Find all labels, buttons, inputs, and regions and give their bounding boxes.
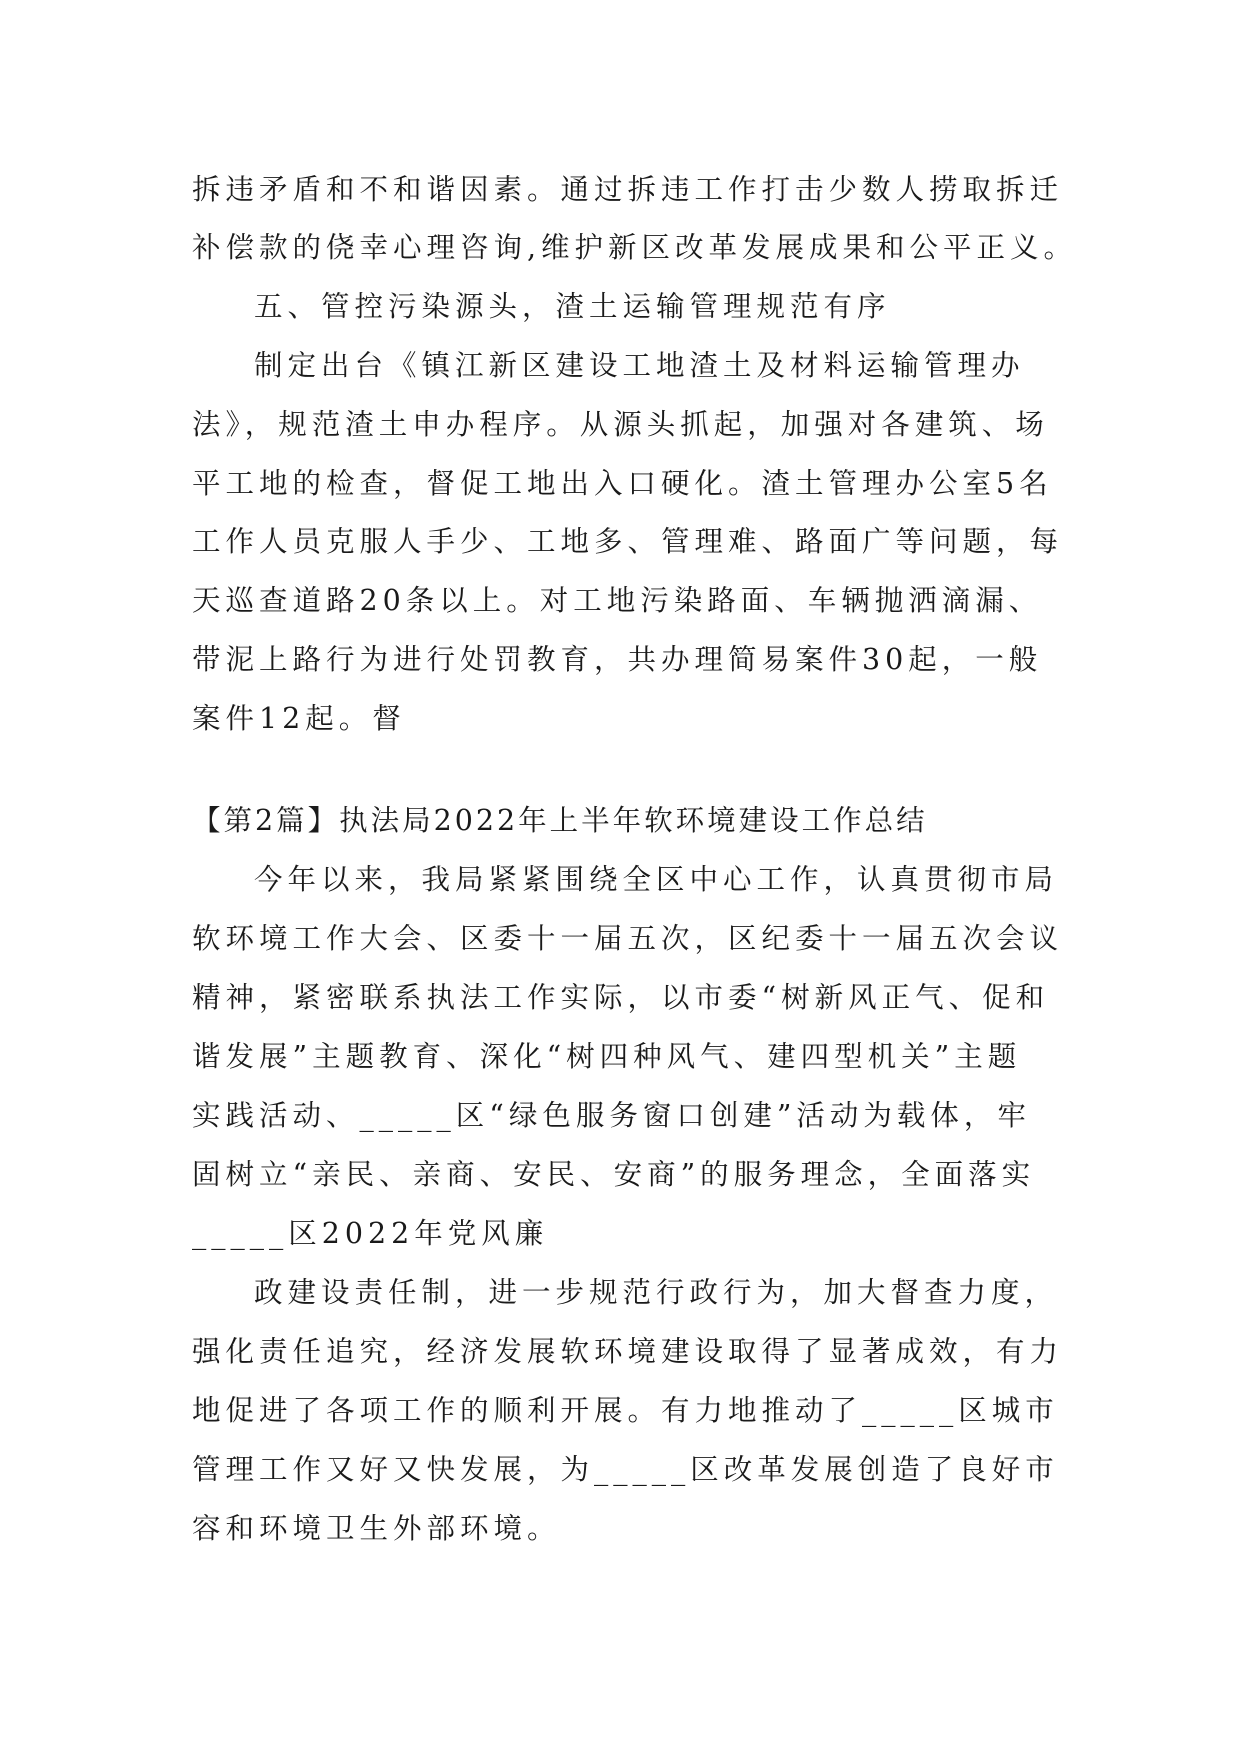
paragraph-line: 带泥上路行为进行处罚教育，共办理简易案件30起，一般 [192,643,1043,676]
paragraph-line: 平工地的检查，督促工地出入口硬化。渣土管理办公室5名 [192,467,1053,500]
paragraph-line: 实践活动、_____区“绿色服务窗口创建”活动为载体，牢 [192,1099,1031,1132]
paragraph-line: 管理工作又好又快发展，为_____区改革发展创造了良好市 [192,1453,1059,1486]
paragraph-line: 谐发展”主题教育、深化“树四种风气、建四型机关”主题 [192,1040,1022,1073]
paragraph-line: 强化责任追究，经济发展软环境建设取得了显著成效，有力 [192,1335,1064,1368]
paragraph-line: 软环境工作大会、区委十一届五次，区纪委十一届五次会议 [192,922,1064,955]
section-heading: 五、管控污染源头，渣土运输管理规范有序 [254,290,891,323]
paragraph-line: 工作人员克服人手少、工地多、管理难、路面广等问题，每 [192,525,1064,558]
paragraph-line: 法》，规范渣土申办程序。从源头抓起，加强对各建筑、场 [192,408,1049,441]
paragraph-line: 案件12起。督 [192,702,406,735]
article-title: 【第2篇】执法局2022年上半年软环境建设工作总结 [192,804,928,837]
paragraph-line: 拆违矛盾和不和谐因素。通过拆违工作打击少数人捞取拆迁 [192,173,1064,206]
paragraph-line: 制定出台《镇江新区建设工地渣土及材料运输管理办 [254,349,1025,382]
paragraph-line: 容和环境卫生外部环境。 [192,1512,561,1545]
paragraph-line: 天巡查道路20条以上。对工地污染路面、车辆抛洒滴漏、 [192,584,1043,617]
paragraph-line: 补偿款的侥幸心理咨询,维护新区改革发展成果和公平正义。 [192,231,1078,264]
paragraph-line: 政建设责任制，进一步规范行政行为，加大督查力度， [254,1276,1059,1309]
paragraph-line: 固树立“亲民、亲商、安民、安商”的服务理念，全面落实 [192,1158,1036,1191]
paragraph-line: 今年以来，我局紧紧围绕全区中心工作，认真贯彻市局 [254,863,1059,896]
paragraph-line: _____区2022年党风廉 [192,1217,549,1250]
paragraph-line: 地促进了各项工作的顺利开展。有力地推动了_____区城市 [192,1394,1059,1427]
paragraph-line: 精神，紧密联系执法工作实际，以市委“树新风正气、促和 [192,981,1050,1014]
